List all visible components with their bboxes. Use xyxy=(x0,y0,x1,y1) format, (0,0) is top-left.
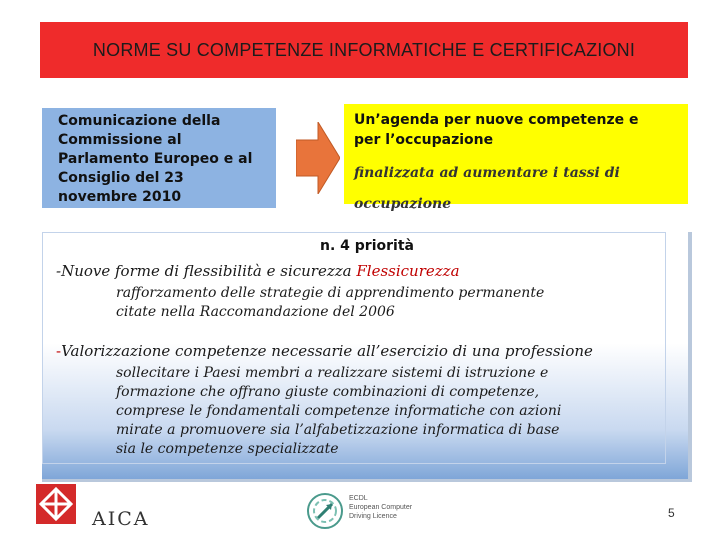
communication-box xyxy=(42,108,276,208)
page-number: 5 xyxy=(668,506,675,520)
priority-detail-line: sollecitare i Paesi membri a realizzare sistemi di istruzione e xyxy=(116,365,549,381)
priority-dash: - xyxy=(56,342,62,360)
priority-detail-line: sia le competenze specializzate xyxy=(116,441,339,457)
communication-line: Commissione al xyxy=(58,132,182,148)
communication-line: novembre 2010 xyxy=(58,189,182,205)
communication-line: Comunicazione della xyxy=(58,113,221,129)
ecdl-line: European Computer xyxy=(349,504,413,511)
page-title: NORME SU COMPETENZE INFORMATICHE E CERTIFICAZIONI xyxy=(92,39,636,60)
priority-detail-line: citate nella Raccomandazione del 2006 xyxy=(116,304,395,320)
flexicurity-label: Flessicurezza xyxy=(356,262,460,280)
priority-heading: -Nuove forme di flessibilità e sicurezza xyxy=(56,262,357,280)
priority-detail-line: mirate a promuovere sia l’alfabetizzazione informatica di base xyxy=(116,422,560,438)
priority-detail-line: comprese le fondamentali competenze informatiche con azioni xyxy=(116,403,562,419)
agenda-title-line: Un’agenda per nuove competenze e xyxy=(354,112,639,128)
ecdl-line: Driving Licence xyxy=(349,513,397,520)
priority-detail-line: rafforzamento delle strategie di apprendimento permanente xyxy=(116,285,545,301)
aica-logo-icon xyxy=(36,484,76,524)
priority-detail-line: formazione che offrano giuste combinazioni di competenze, xyxy=(116,384,540,400)
ecdl-logo-icon xyxy=(306,492,344,530)
agenda-goal-line: finalizzata ad aumentare i tassi di xyxy=(354,165,620,181)
title-banner xyxy=(40,22,688,78)
priority-item-skills xyxy=(56,342,593,360)
right-arrow-icon xyxy=(296,122,340,194)
priorities-panel xyxy=(42,232,692,482)
priority-count: n. 4 priorità xyxy=(320,238,414,254)
communication-line: Parlamento Europeo e al xyxy=(58,151,253,167)
agenda-box xyxy=(344,104,688,212)
agenda-goal-line: occupazione xyxy=(354,196,452,212)
aica-wordmark: AICA xyxy=(92,508,150,530)
agenda-title-line: per l’occupazione xyxy=(354,132,494,148)
priority-item-flexicurity xyxy=(56,262,460,280)
ecdl-line: ECDL xyxy=(349,495,368,502)
priority-heading: Valorizzazione competenze necessarie all’esercizio di una professione xyxy=(61,342,593,360)
ecdl-caption xyxy=(349,494,412,521)
communication-line: Consiglio del 23 xyxy=(58,170,184,186)
